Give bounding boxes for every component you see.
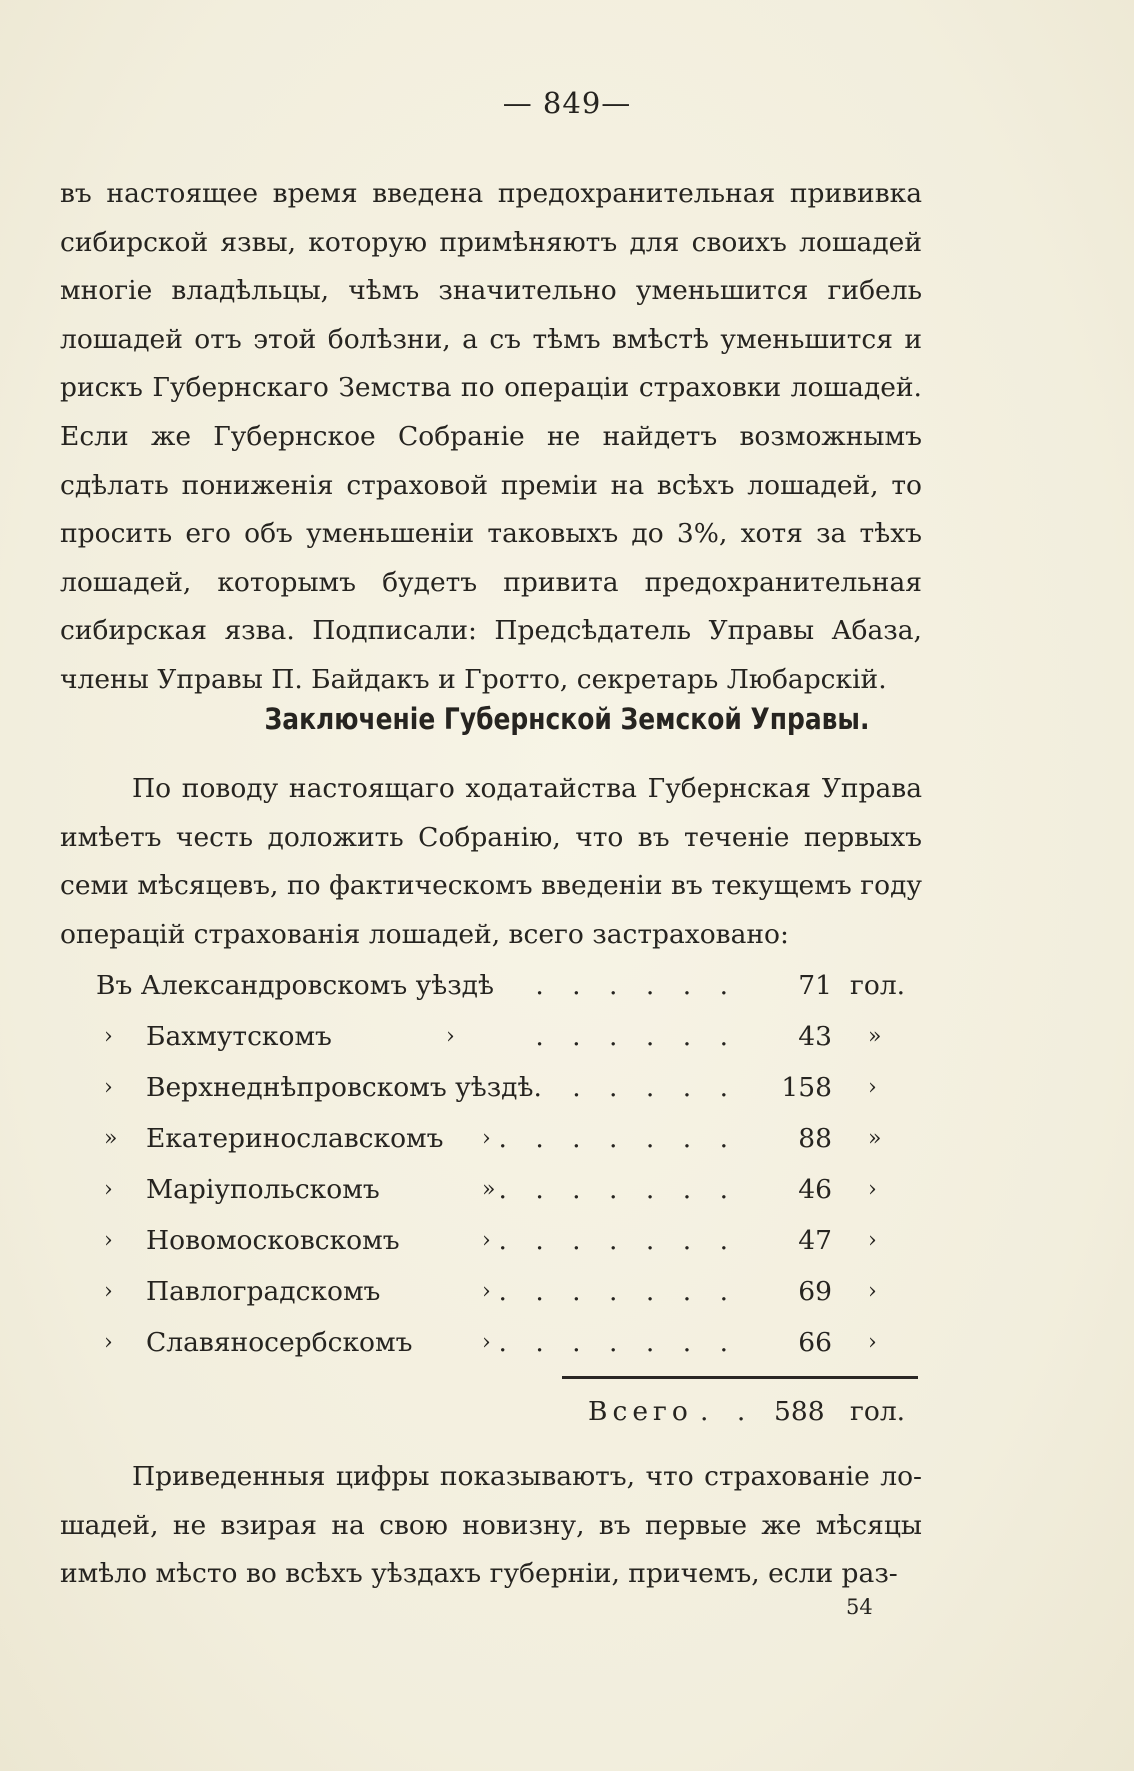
horse-count: 88	[798, 1123, 832, 1154]
total-count: 588	[774, 1396, 825, 1427]
unit-label: ›	[868, 1075, 877, 1100]
ditto-mark: ›	[446, 1024, 455, 1049]
unit-label: »	[868, 1126, 882, 1151]
horse-count: 43	[798, 1021, 832, 1052]
district-name: Новомосковскомъ	[146, 1225, 400, 1256]
district-name: Павлоградскомъ	[146, 1276, 381, 1307]
table-row	[0, 1221, 1134, 1261]
ditto-mark: ›	[104, 1024, 113, 1049]
unit-label: гол.	[850, 1396, 906, 1427]
table-row	[0, 1017, 1134, 1057]
district-name: Верхнеднѣпровскомъ уѣздѣ.	[146, 1072, 542, 1103]
unit-label: гол.	[850, 970, 906, 1001]
district-name: Въ Александровскомъ уѣздѣ	[96, 970, 494, 1001]
leader-dots: . . . . . . .	[498, 1174, 738, 1205]
unit-label: ›	[868, 1279, 877, 1304]
paragraph-petition-ending: въ настоящее время введена предохранительная прививка сибирской язвы, которую примѣняютъ для своихъ лошадей многіе владѣльцы, чѣмъ значительно уменьшится гибель лошадей отъ этой болѣзни, а съ тѣмъ вмѣстѣ уменьшится и рискъ Губернскаго Земства по операціи страховки лошадей. Если же Губернское Собраніе не найдетъ возможнымъ сдѣлать пониженія страховой преміи на всѣхъ лошадей, то просить его объ уменьшеніи таковыхъ до 3%, хотя за тѣхъ лошадей, которымъ будетъ привита предохранительная сибирская язва. Подписали: Предсѣдатель Управы Абаза, члены Управы П. Байдакъ и Гротто, секретарь Любарскій.	[60, 178, 922, 695]
leader-dots: . .	[700, 1396, 756, 1427]
page-number: — 849—	[502, 86, 632, 120]
ditto-mark: ›	[482, 1330, 491, 1355]
ditto-mark: ›	[104, 1279, 113, 1304]
leader-dots: . . . . . . .	[498, 1276, 738, 1307]
signature-mark: 54	[846, 1595, 873, 1619]
ditto-mark: ›	[482, 1126, 491, 1151]
leader-dots: . . . . . .	[535, 1021, 738, 1052]
horse-count: 71	[798, 970, 832, 1001]
horse-count: 158	[781, 1072, 832, 1103]
table-row	[0, 1119, 1134, 1159]
sum-rule	[562, 1376, 918, 1379]
district-name: Бахмутскомъ	[146, 1021, 332, 1052]
table-row	[0, 1323, 1134, 1363]
ditto-mark: ›	[104, 1177, 113, 1202]
district-name: Славяносербскомъ	[146, 1327, 413, 1358]
ditto-mark: ›	[104, 1228, 113, 1253]
district-name: Маріупольскомъ	[146, 1174, 380, 1205]
table-row	[0, 966, 1134, 1006]
unit-label: ›	[868, 1228, 877, 1253]
horse-count: 69	[798, 1276, 832, 1307]
ditto-mark: »	[482, 1177, 496, 1202]
leader-dots: . . . . . . .	[498, 1123, 738, 1154]
unit-label: »	[868, 1024, 882, 1049]
paragraph-board-report: По поводу настоящаго ходатайства Губернская Управа имѣетъ честь доложить Собранію, что въ теченіе первыхъ семи мѣсяцевъ, по фактическомъ введеніи въ текущемъ году операцій страхованія лошадей, всего застраховано:	[60, 773, 922, 950]
ditto-mark: ›	[104, 1330, 113, 1355]
unit-label: ›	[868, 1330, 877, 1355]
district-name: Екатеринославскомъ	[146, 1123, 444, 1154]
paragraph-conclusion: Приведенныя цифры показываютъ, что страхованіе лошадей, не взирая на свою новизну, въ первые же мѣсяцы имѣло мѣсто во всѣхъ уѣздахъ губерніи, причемъ, если раз-	[60, 1461, 922, 1590]
ditto-mark: ›	[104, 1075, 113, 1100]
ditto-mark: ›	[482, 1279, 491, 1304]
horse-count: 66	[798, 1327, 832, 1358]
leader-dots: . . . . . .	[535, 970, 738, 1001]
leader-dots: . . . . . . .	[498, 1225, 738, 1256]
section-heading: Заключеніе Губернской Земской Управы.	[264, 702, 870, 736]
total-label: Всего	[588, 1396, 693, 1427]
ditto-mark: »	[104, 1126, 118, 1151]
horse-count: 47	[798, 1225, 832, 1256]
table-row	[0, 1272, 1134, 1312]
ditto-mark: ›	[482, 1228, 491, 1253]
table-row	[0, 1068, 1134, 1108]
leader-dots: . . . . .	[572, 1072, 738, 1103]
unit-label: ›	[868, 1177, 877, 1202]
horse-count: 46	[798, 1174, 832, 1205]
leader-dots: . . . . . . .	[498, 1327, 738, 1358]
table-row	[0, 1170, 1134, 1210]
total-row	[0, 1392, 1134, 1432]
